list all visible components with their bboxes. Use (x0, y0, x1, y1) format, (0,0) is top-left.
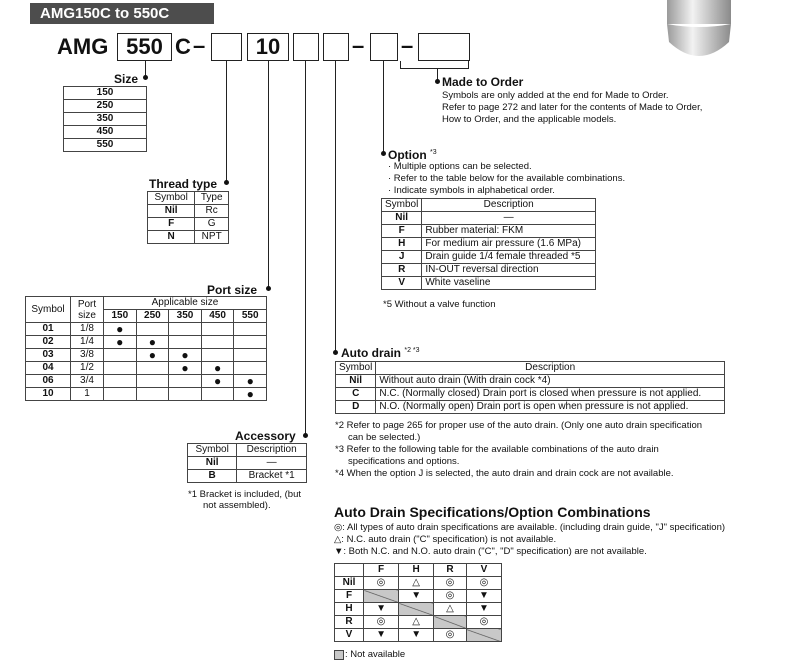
model-c-letter: C (175, 34, 191, 59)
port-row (26, 362, 267, 375)
combo-row-label: F (335, 590, 364, 603)
empty-cell (136, 323, 169, 336)
mto-title: Made to Order (442, 75, 524, 89)
auto-drain-title-text: Auto drain (341, 346, 401, 360)
accessory-table (187, 443, 307, 483)
auto-drain-description: N.O. (Normally open) Drain port is open when pressure is not applied. (376, 401, 725, 414)
port-row (26, 375, 267, 388)
size-row: 250 (64, 100, 147, 113)
size-row: 350 (64, 113, 147, 126)
accessory-symbol: B (188, 470, 237, 483)
size-table (63, 86, 147, 152)
auto-drain-header-description: Description (376, 362, 725, 375)
combo-cell: ▼ (399, 629, 434, 642)
thread-header-symbol: Symbol (148, 192, 195, 205)
auto-drain-symbol: Nil (336, 375, 376, 388)
option-symbol: R (382, 264, 422, 277)
size-box: 550 (117, 33, 172, 61)
combo-corner (335, 564, 364, 577)
port-size-col: 150 (104, 310, 137, 323)
thread-type: Rc (195, 205, 229, 218)
combo-cell-not-available (434, 616, 467, 629)
port-symbol: 02 (26, 336, 71, 349)
port-size-value: 1/8 (71, 323, 104, 336)
combo-cell: ▼ (364, 603, 399, 616)
accessory-description: — (237, 457, 307, 470)
empty-cell (136, 362, 169, 375)
combo-cell: ◎ (434, 577, 467, 590)
thread-box (211, 33, 242, 61)
applicable-dot: ● (104, 323, 137, 336)
combo-cell: ▼ (399, 590, 434, 603)
option-symbol: J (382, 251, 422, 264)
port-row (26, 349, 267, 362)
applicable-dot: ● (201, 362, 234, 375)
empty-cell (234, 336, 267, 349)
combo-cell: △ (434, 603, 467, 616)
auto-drain-description: Without auto drain (With drain cock *4) (376, 375, 725, 388)
auto-drain-note: *4 When the option J is selected, the auto drain and drain cock are not available. (335, 468, 674, 479)
option-description: Drain guide 1/4 female threaded *5 (422, 251, 596, 264)
combo-cell: ◎ (434, 590, 467, 603)
combo-legend: ◎: All types of auto drain specifications are available. (including drain guide, "J" specification) (334, 522, 726, 533)
size-dot (143, 75, 148, 80)
thread-symbol: Nil (148, 205, 195, 218)
combo-col-header: R (434, 564, 467, 577)
port-table (25, 296, 267, 401)
not-available-swatch (334, 650, 344, 660)
thread-symbol: N (148, 231, 195, 244)
port-connector (268, 61, 269, 288)
port-size-value: 1 (71, 388, 104, 401)
port-size-value: 3/8 (71, 349, 104, 362)
port-row (26, 323, 267, 336)
thread-header-type: Type (195, 192, 229, 205)
empty-cell (136, 375, 169, 388)
port-symbol: 04 (26, 362, 71, 375)
accessory-symbol: Nil (188, 457, 237, 470)
combo-cell: ◎ (434, 629, 467, 642)
port-header-symbol: Symbol (26, 297, 71, 323)
combo-col-header: H (399, 564, 434, 577)
accessory-dot (303, 433, 308, 438)
empty-cell (201, 336, 234, 349)
mto-line: Symbols are only added at the end for Made to Order. (442, 90, 669, 101)
auto-drain-dot (333, 350, 338, 355)
empty-cell (136, 388, 169, 401)
auto-drain-title (341, 346, 420, 360)
option-description: IN-OUT reversal direction (422, 264, 596, 277)
size-row: 550 (64, 139, 147, 152)
applicable-dot: ● (234, 375, 267, 388)
port-size-col: 350 (169, 310, 202, 323)
accessory-connector (305, 61, 306, 435)
combo-row (335, 577, 502, 590)
port-size-value: 1/4 (71, 336, 104, 349)
applicable-dot: ● (136, 349, 169, 362)
option-symbol: F (382, 225, 422, 238)
empty-cell (201, 349, 234, 362)
code-dash-2: – (352, 33, 365, 58)
combo-cell-not-available (364, 590, 399, 603)
port-symbol: 01 (26, 323, 71, 336)
port-header-applicable: Applicable size (104, 297, 267, 310)
combo-cell: ◎ (364, 577, 399, 590)
combo-cell: ◎ (364, 616, 399, 629)
code-dash-3: – (401, 33, 414, 58)
not-available-label: : Not available (345, 649, 406, 660)
auto-drain-table (335, 361, 725, 414)
combo-row (335, 629, 502, 642)
option-description: White vaseline (422, 277, 596, 290)
combo-cell: ◎ (466, 616, 501, 629)
mto-dot (435, 79, 440, 84)
accessory-header-symbol: Symbol (188, 444, 237, 457)
option-note: · Multiple options can be selected. (388, 161, 532, 172)
port-size-value: 3/4 (71, 375, 104, 388)
option-note: · Indicate symbols in alphabetical order. (388, 185, 555, 196)
empty-cell (169, 375, 202, 388)
mto-bracket-bottom (400, 68, 469, 69)
size-title: Size (114, 72, 139, 86)
port-size-col: 250 (136, 310, 169, 323)
empty-cell (234, 362, 267, 375)
combo-row (335, 616, 502, 629)
auto-drain-connector (335, 61, 336, 352)
option-dot (381, 151, 386, 156)
auto-drain-box (323, 33, 349, 61)
option-description: — (422, 212, 596, 225)
mto-box (418, 33, 470, 61)
combo-row (335, 590, 502, 603)
code-dash-1: – (193, 33, 206, 58)
combo-cell-not-available (466, 629, 501, 642)
accessory-description: Bracket *1 (237, 470, 307, 483)
option-box (370, 33, 398, 61)
thread-dot (224, 180, 229, 185)
size-row: 450 (64, 126, 147, 139)
combo-cell: ▼ (466, 603, 501, 616)
combo-col-header: V (466, 564, 501, 577)
combo-cell: ◎ (466, 577, 501, 590)
accessory-note-2: not assembled). (203, 500, 271, 511)
combo-col-header: F (364, 564, 399, 577)
port-header-port: Port size (71, 297, 104, 323)
combo-title: Auto Drain Specifications/Option Combinations (334, 504, 651, 520)
auto-drain-description: N.C. (Normally closed) Drain port is closed when pressure is not applied. (376, 388, 725, 401)
port-symbol: 10 (26, 388, 71, 401)
combo-row-label: Nil (335, 577, 364, 590)
empty-cell (169, 388, 202, 401)
accessory-box (293, 33, 319, 61)
combo-cell: △ (399, 577, 434, 590)
auto-drain-symbol: C (336, 388, 376, 401)
port-size-col: 550 (234, 310, 267, 323)
option-footnote: *5 Without a valve function (383, 299, 496, 310)
combo-cell: ▼ (466, 590, 501, 603)
option-header-description: Description (422, 199, 596, 212)
empty-cell (201, 388, 234, 401)
applicable-dot: ● (136, 336, 169, 349)
option-title-text: Option (388, 148, 427, 162)
auto-drain-header-symbol: Symbol (336, 362, 376, 375)
accessory-title: Accessory (235, 429, 296, 443)
auto-drain-note: specifications and options. (348, 456, 460, 467)
option-symbol: Nil (382, 212, 422, 225)
port-symbol: 06 (26, 375, 71, 388)
thread-type: NPT (195, 231, 229, 244)
empty-cell (104, 362, 137, 375)
auto-drain-note: can be selected.) (348, 432, 421, 443)
port-row (26, 388, 267, 401)
thread-symbol: F (148, 218, 195, 231)
accessory-header-description: Description (237, 444, 307, 457)
thread-connector (226, 61, 227, 182)
option-header-symbol: Symbol (382, 199, 422, 212)
empty-cell (169, 323, 202, 336)
auto-drain-symbol: D (336, 401, 376, 414)
applicable-dot: ● (104, 336, 137, 349)
empty-cell (104, 388, 137, 401)
port-size-value: 1/2 (71, 362, 104, 375)
port-symbol: 03 (26, 349, 71, 362)
applicable-dot: ● (169, 362, 202, 375)
option-note: · Refer to the table below for the available combinations. (388, 173, 626, 184)
combo-cell: ▼ (364, 629, 399, 642)
mto-line: Refer to page 272 and later for the contents of Made to Order, (442, 102, 703, 113)
applicable-dot: ● (234, 388, 267, 401)
model-prefix: AMG (57, 34, 109, 59)
combo-table (334, 563, 502, 642)
thread-table (147, 191, 229, 244)
option-title (388, 148, 437, 162)
mto-line: How to Order, and the applicable models. (442, 114, 617, 125)
option-description: For medium air pressure (1.6 MPa) (422, 238, 596, 251)
port-title: Port size (207, 283, 258, 297)
auto-drain-title-sup: *2 *3 (404, 347, 420, 354)
product-image (655, 0, 745, 66)
empty-cell (201, 323, 234, 336)
option-description: Rubber material: FKM (422, 225, 596, 238)
empty-cell (234, 323, 267, 336)
auto-drain-note: *3 Refer to the following table for the available combinations of the auto drain (335, 444, 659, 455)
option-connector (383, 61, 384, 153)
combo-row-label: H (335, 603, 364, 616)
thread-type: G (195, 218, 229, 231)
applicable-dot: ● (201, 375, 234, 388)
option-title-sup: *3 (430, 149, 437, 156)
empty-cell (104, 375, 137, 388)
option-symbol: H (382, 238, 422, 251)
port-row (26, 336, 267, 349)
combo-cell-not-available (399, 603, 434, 616)
port-box: 10 (247, 33, 289, 61)
empty-cell (234, 349, 267, 362)
option-symbol: V (382, 277, 422, 290)
combo-legend: △: N.C. auto drain ("C" specification) is not available. (334, 534, 557, 545)
thread-title: Thread type (149, 177, 218, 191)
combo-row (335, 603, 502, 616)
option-table (381, 198, 596, 290)
combo-row-label: R (335, 616, 364, 629)
combo-legend: ▼: Both N.C. and N.O. auto drain ("C", "D" specification) are not available. (334, 546, 647, 557)
size-row: 150 (64, 87, 147, 100)
auto-drain-note: *2 Refer to page 265 for proper use of the auto drain. (Only one auto drain specification (335, 420, 703, 431)
page-banner: AMG150C to 550C (30, 3, 214, 24)
port-size-col: 450 (201, 310, 234, 323)
accessory-note-1: *1 Bracket is included, (but (188, 489, 302, 500)
combo-cell: △ (399, 616, 434, 629)
applicable-dot: ● (169, 349, 202, 362)
empty-cell (104, 349, 137, 362)
empty-cell (169, 336, 202, 349)
port-dot (266, 286, 271, 291)
combo-row-label: V (335, 629, 364, 642)
